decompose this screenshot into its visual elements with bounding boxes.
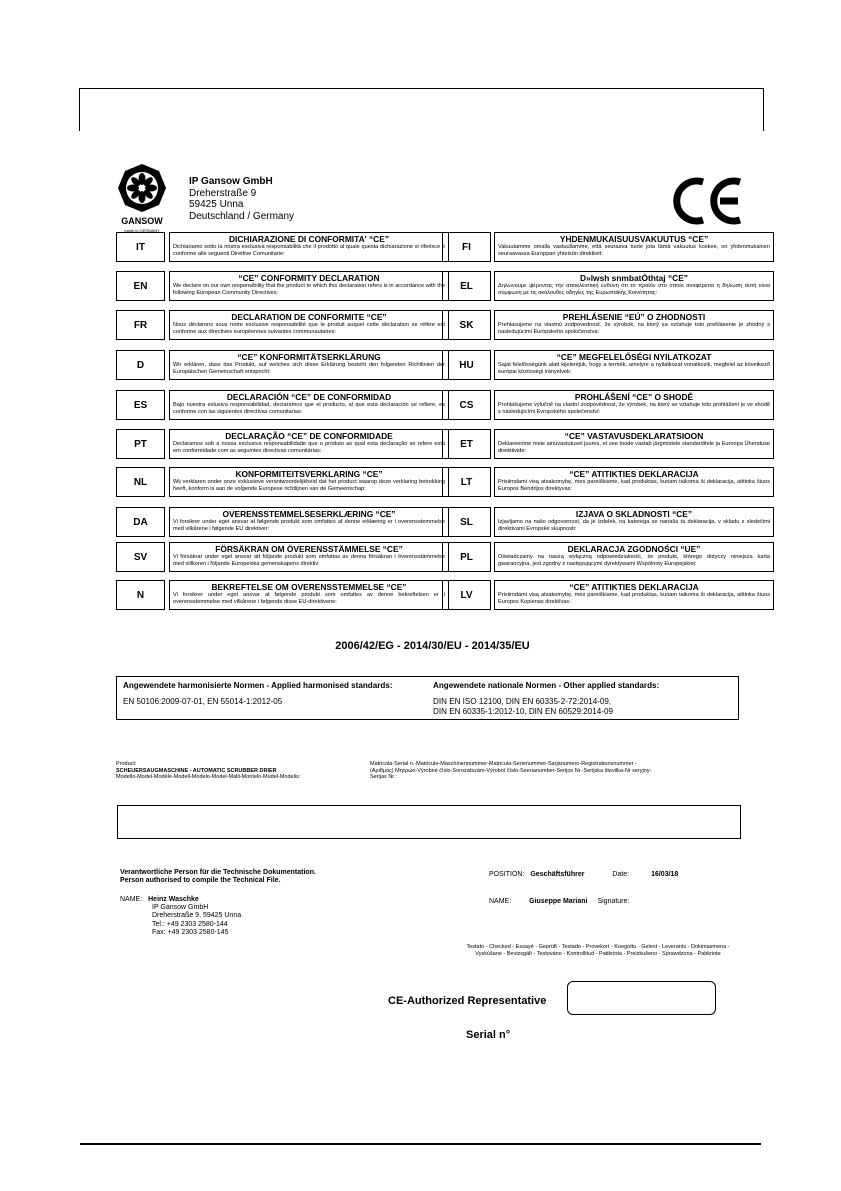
logo-text: GANSOW bbox=[121, 216, 163, 226]
declaration-text-box bbox=[494, 350, 774, 380]
header-frame bbox=[79, 88, 764, 131]
company-street: Dreherstraße 9 bbox=[189, 187, 257, 199]
language-code: LT bbox=[442, 467, 491, 497]
position-label: POSITION: bbox=[489, 871, 525, 878]
product-label: Product: bbox=[116, 761, 137, 767]
signatory-position-row bbox=[489, 871, 678, 878]
signatory-name: Giuseppe Mariani bbox=[529, 898, 588, 905]
tested-multilingual: Testato - Checked - Essayé - Geprüft - Testado - Provekort - Koegottu - Gelest - Leverants - Dokimasmena - Vyskúšane - Bevizsgált - Testováno - Kontrollitud - Patikrinta - Preizkušeno - Sprawdzona - Pabkrinte bbox=[466, 944, 730, 957]
serial-labels-line-1: Matricola-Serial n.-Matricule-Maschinennummer-Matricula-Serienummer-Sarjanumero-Registrationsnummer - bbox=[370, 761, 637, 767]
declaration-title: “CE” MEGFELELŐSÉGI NYILATKOZAT bbox=[556, 352, 712, 362]
responsible-company: IP Gansow GmbH bbox=[152, 904, 209, 912]
national-standards-label: Angewendete nationale Normen - Other applied standards: bbox=[433, 681, 660, 690]
declaration-title: PROHLÁŠENÍ “CE” O SHODĚ bbox=[574, 392, 694, 402]
gansow-logo bbox=[112, 162, 172, 240]
declaration-title: “CE” CONFORMITY DECLARATION bbox=[238, 273, 380, 283]
declaration-text-box bbox=[494, 271, 774, 301]
declaration-text-box bbox=[494, 429, 774, 459]
language-code: ES bbox=[116, 390, 165, 420]
declaration-text-box bbox=[169, 542, 449, 572]
company-address bbox=[189, 176, 294, 222]
declaration-body: Vi försäkrar under eget ansvar att följande produkt som omfattas av denna försäkran i överensstämmelse med villkoren i följande Europeiska gemenskapens direktiv: bbox=[173, 554, 445, 567]
declaration-title: “CE” VASTAVUSDEKLARATSIOON bbox=[564, 431, 704, 441]
declaration-text-box bbox=[494, 232, 774, 262]
national-standards-line-1: DIN EN ISO 12100, DIN EN 60335-2-72:2014-09, bbox=[433, 697, 612, 706]
declaration-text-box bbox=[494, 580, 774, 610]
language-code: FR bbox=[116, 310, 165, 340]
language-code: ET bbox=[442, 429, 491, 459]
product-name: SCHEUERSAUGMASCHINE - AUTOMATIC SCRUBBER DRIER bbox=[116, 767, 277, 774]
declaration-title: FÖRSÄKRAN OM ÖVERENSSTÄMMELSE “CE” bbox=[215, 544, 403, 554]
signature-label: Signature: bbox=[597, 898, 630, 905]
declaration-body: Declaramos sob a nossa exclusiva responsabilidade que o produto ao qual esta declaração se refere está em conformidade com as seguintes directivas comunitárias: bbox=[173, 441, 445, 454]
model-labels: Modello-Model-Modèle-Modell-Modelo-Model-Malli-Montelo-Mudel-Modelis: bbox=[116, 774, 301, 781]
declaration-title: D»lwsh snmbatÒthtaj “CE” bbox=[580, 273, 688, 283]
declaration-text-box bbox=[494, 310, 774, 340]
harmonised-standards-value: EN 50106:2009-07-01, EN 55014-1:2012-05 bbox=[123, 697, 283, 706]
company-country: Deutschland / Germany bbox=[189, 210, 295, 222]
language-code: CS bbox=[442, 390, 491, 420]
footer-rule bbox=[80, 1143, 761, 1145]
language-code: SL bbox=[442, 507, 491, 537]
declaration-text-box bbox=[494, 390, 774, 420]
language-code: EL bbox=[442, 271, 491, 301]
language-code: PT bbox=[116, 429, 165, 459]
declaration-title: YHDENMUKAISUUSVAKUUTUS “CE” bbox=[559, 234, 709, 244]
declaration-text-box bbox=[169, 350, 449, 380]
responsible-fax: Fax: +49 2303 2580-145 bbox=[152, 928, 229, 936]
signatory-name-label: NAME: bbox=[489, 898, 512, 905]
technical-file-heading-en: Person authorised to compile the Technical File. bbox=[120, 877, 281, 885]
declaration-title: KONFORMITEITSVERKLARING “CE” bbox=[235, 469, 383, 479]
signatory-name-row bbox=[489, 898, 629, 905]
date-value: 16/03/18 bbox=[651, 871, 679, 878]
model-serial-entry-box bbox=[117, 805, 741, 839]
harmonised-standards-label: Angewendete harmonisierte Normen - Applied harmonised standards: bbox=[123, 681, 393, 690]
language-code: HU bbox=[442, 350, 491, 380]
declaration-body: Vi forsikrer under eget ansvar at følgende produkt som omfattes av denne bekreftelsen er i overensstemmelse med vilkårene i følgende disse EU-direktivene: bbox=[173, 592, 445, 605]
declaration-body: Prisiimdami visą atsakomybę, mes pareiškiame, kad produktas, kuriam taikoma ši deklaracija, atitinka šiuos Europos Bendrijos direktyvas: bbox=[498, 479, 770, 492]
declaration-body: Δηλώνουμε ψέροντας την αποκλειστική ευθύνη ότι το προϊόν στο οποίο αναφέρεται η δήλωση αυτή είναι σύμφωνη με τις ακόλουθες οδηγίες της Ευρωπαϊκής Κοινότητας: bbox=[498, 283, 770, 296]
language-code: D bbox=[116, 350, 165, 380]
declaration-body: Bajo nuestra exlusiva responsabilidad, declaramos que el producto, al que esta declaración se refiere, es conforme con las siguientes directivas comunitarias: bbox=[173, 402, 445, 415]
declaration-body: Izjavljamo na našo odgovornost, da je izdelek, na katerega se nanaša ta deklaracija, v skladu s sledečimi direktivami Evropske skupnosti: bbox=[498, 519, 770, 532]
declaration-text-box bbox=[494, 542, 774, 572]
serial-labels bbox=[370, 761, 740, 781]
declaration-title: “CE” ATITIKTIES DEKLARACIJA bbox=[569, 582, 699, 592]
ce-authorized-stamp-box bbox=[567, 981, 716, 1015]
declaration-body: Vi forsikrer under eget ansvar at følgende produkt som omfattes af denne erklæring er i overensstemmelse med vilkårene i følgende EU direktiver: bbox=[173, 519, 445, 532]
language-code: N bbox=[116, 580, 165, 610]
language-code: LV bbox=[442, 580, 491, 610]
declaration-title: “CE” ATITIKTIES DEKLARACIJA bbox=[569, 469, 699, 479]
responsible-address: Dreherstraße 9, 59425 Unna bbox=[152, 912, 242, 920]
declaration-body: Prohlašujeme výlučně na vlastní zodpovědnost, že výrobek, na který se vztahuje toto prohlášení je ve shodě s následujícími Evropského společenství: bbox=[498, 402, 770, 415]
norms-table bbox=[116, 676, 739, 720]
declaration-title: “CE” KONFORMITÄTSERKLÄRUNG bbox=[237, 352, 381, 362]
date-label: Date: bbox=[612, 871, 630, 878]
declaration-title: BEKREFTELSE OM OVERENSSTEMMELSE “CE” bbox=[211, 582, 407, 592]
language-code: IT bbox=[116, 232, 165, 262]
company-name: IP Gansow GmbH bbox=[189, 176, 273, 187]
declaration-title: OVERENSSTEMMELSESERKLÆRING “CE” bbox=[222, 509, 396, 519]
national-standards-value bbox=[433, 697, 613, 716]
declaration-body: Nous déclarons sous notre exclusive responsabilité que le produit auquel cette déclaration se réfère est conforme aux directives européennes suivantes communautaires: bbox=[173, 322, 445, 335]
language-code: DA bbox=[116, 507, 165, 537]
product-info bbox=[116, 761, 300, 781]
declaration-title: DECLARACIÓN “CE” DE CONFORMIDAD bbox=[226, 392, 392, 402]
declaration-text-box bbox=[169, 390, 449, 420]
declaration-title: DECLARAÇÃO “CE” DE CONFORMIDADE bbox=[225, 431, 393, 441]
declaration-text-box bbox=[169, 271, 449, 301]
declaration-title: PREHLÁSENIE “EÚ” O ZHODNOSTI bbox=[562, 312, 706, 322]
declaration-title: IZJAVA O SKLADNOSTI “CE” bbox=[575, 509, 693, 519]
ce-mark bbox=[672, 175, 744, 227]
declaration-body: Vakuutamme omalla vastuullamme, että seuraava tuote jota tämä vakuutus koskee, on yhdenmukainen seuraavassa Europpan yhteisön direktiivit: bbox=[498, 244, 770, 257]
language-code: SV bbox=[116, 542, 165, 572]
responsible-name-label: NAME: bbox=[120, 896, 143, 903]
position-value: Geschäftsführer bbox=[530, 871, 585, 878]
declaration-text-box bbox=[169, 467, 449, 497]
declaration-body: We declare on our own responsibility that the product to which this declaration refers is in accordance with the following European Community Directives: bbox=[173, 283, 445, 296]
language-code: SK bbox=[442, 310, 491, 340]
declaration-text-box bbox=[169, 580, 449, 610]
language-code: EN bbox=[116, 271, 165, 301]
declaration-title: DECLARATION DE CONFORMITE “CE” bbox=[231, 312, 387, 322]
declaration-text-box bbox=[169, 429, 449, 459]
national-standards-line-2: DIN EN 60335-1:2012-10, DIN EN 60529:2014-09 bbox=[433, 706, 613, 716]
declaration-title: DICHIARAZIONE DI CONFORMITA' “CE” bbox=[228, 234, 390, 244]
declaration-body: Dichiariamo sotto la nostra esclusiva responsabilità che il prodotto al quale questa dichiarazione si riferisce è conforme alle seguenti Direttive Comunitarie: bbox=[173, 244, 445, 257]
company-city: 59425 Unna bbox=[189, 199, 244, 210]
declaration-body: Deklareerime meie ainuvastutusel juures, et see toode vastab järgmistele standarditele ja Euroopa Ühenduse direktiivide: bbox=[498, 441, 770, 454]
declaration-text-box bbox=[169, 507, 449, 537]
declaration-text-box bbox=[169, 310, 449, 340]
ce-authorized-representative-label: CE-Authorized Representative bbox=[388, 995, 547, 1007]
serial-labels-line-2: (Αριθμός) Μητρώο-Výrobné číslo-Sorozatszám-Výrobní číslo-Seerianumber-Serijos Nr.-Serijska številka-Nr seryjny- bbox=[370, 767, 652, 774]
responsible-person bbox=[120, 896, 241, 937]
directives-line: 2006/42/EG - 2014/30/EU - 2014/35/EU bbox=[335, 640, 530, 652]
technical-file-heading bbox=[120, 869, 316, 885]
technical-file-heading-de: Verantwortliche Person für die Technische Dokumentation. bbox=[120, 869, 316, 876]
declaration-body: Saját felelősségünk alatt kijelentjük, hogy a termék, amelyre a nyilatkozat vonatkozik, megfelel az következő európai közösségi irányelvek: bbox=[498, 362, 770, 375]
declaration-body: Prisiimdami visą atsakomybę, mes pareiškiame, kad produktas, kuriam taikoma ši deklaracija, atitinka šiuos Europos Kopienas direktīvas: bbox=[498, 592, 770, 605]
declaration-text-box bbox=[494, 507, 774, 537]
logo-subtext: made in GERMANY bbox=[124, 228, 160, 233]
declaration-text-box bbox=[494, 467, 774, 497]
serial-number-label: Serial n° bbox=[466, 1029, 511, 1041]
declaration-body: Oświadczamy na naszą wyłączną odpowiedzialność, że produkt, którego dotyczy niniejsza karta gwarancyjna, jest zgodny z następującymi dyrektywami Wspólnoty Europejskiej: bbox=[498, 554, 770, 567]
language-code: PL bbox=[442, 542, 491, 572]
declaration-body: Wir erklären, dass das Produkt, auf welches sich diese Erklärung bezieht den folgenden Richtlinien der Europäischen Gemeinschaft entspricht: bbox=[173, 362, 445, 375]
declaration-body: Wij verklaren onder onze exklusieve verantwoordelijkheid dat het product waarop deze verklaring betrekking heeft, konform is aan de volgende Europese richtlijnen van de Gemeenschap: bbox=[173, 479, 445, 492]
declaration-text-box bbox=[169, 232, 449, 262]
declaration-title: DEKLARACJA ZGODNOŚCI “UE” bbox=[567, 544, 701, 554]
language-code: NL bbox=[116, 467, 165, 497]
language-code: FI bbox=[442, 232, 491, 262]
declaration-body: Prehlasujeme na vlastnú zodpovednosť, že výrobok, na ktorý sa vzťahuje toto prehlásenie je zhodný s nasledujúcimi Európskeho spoločenstva: bbox=[498, 322, 770, 335]
responsible-tel: Tel.: +49 2303 2580-144 bbox=[152, 920, 228, 928]
responsible-name: Heinz Waschke bbox=[148, 896, 199, 903]
serial-labels-line-3: Serijas Nr.: bbox=[370, 774, 397, 781]
